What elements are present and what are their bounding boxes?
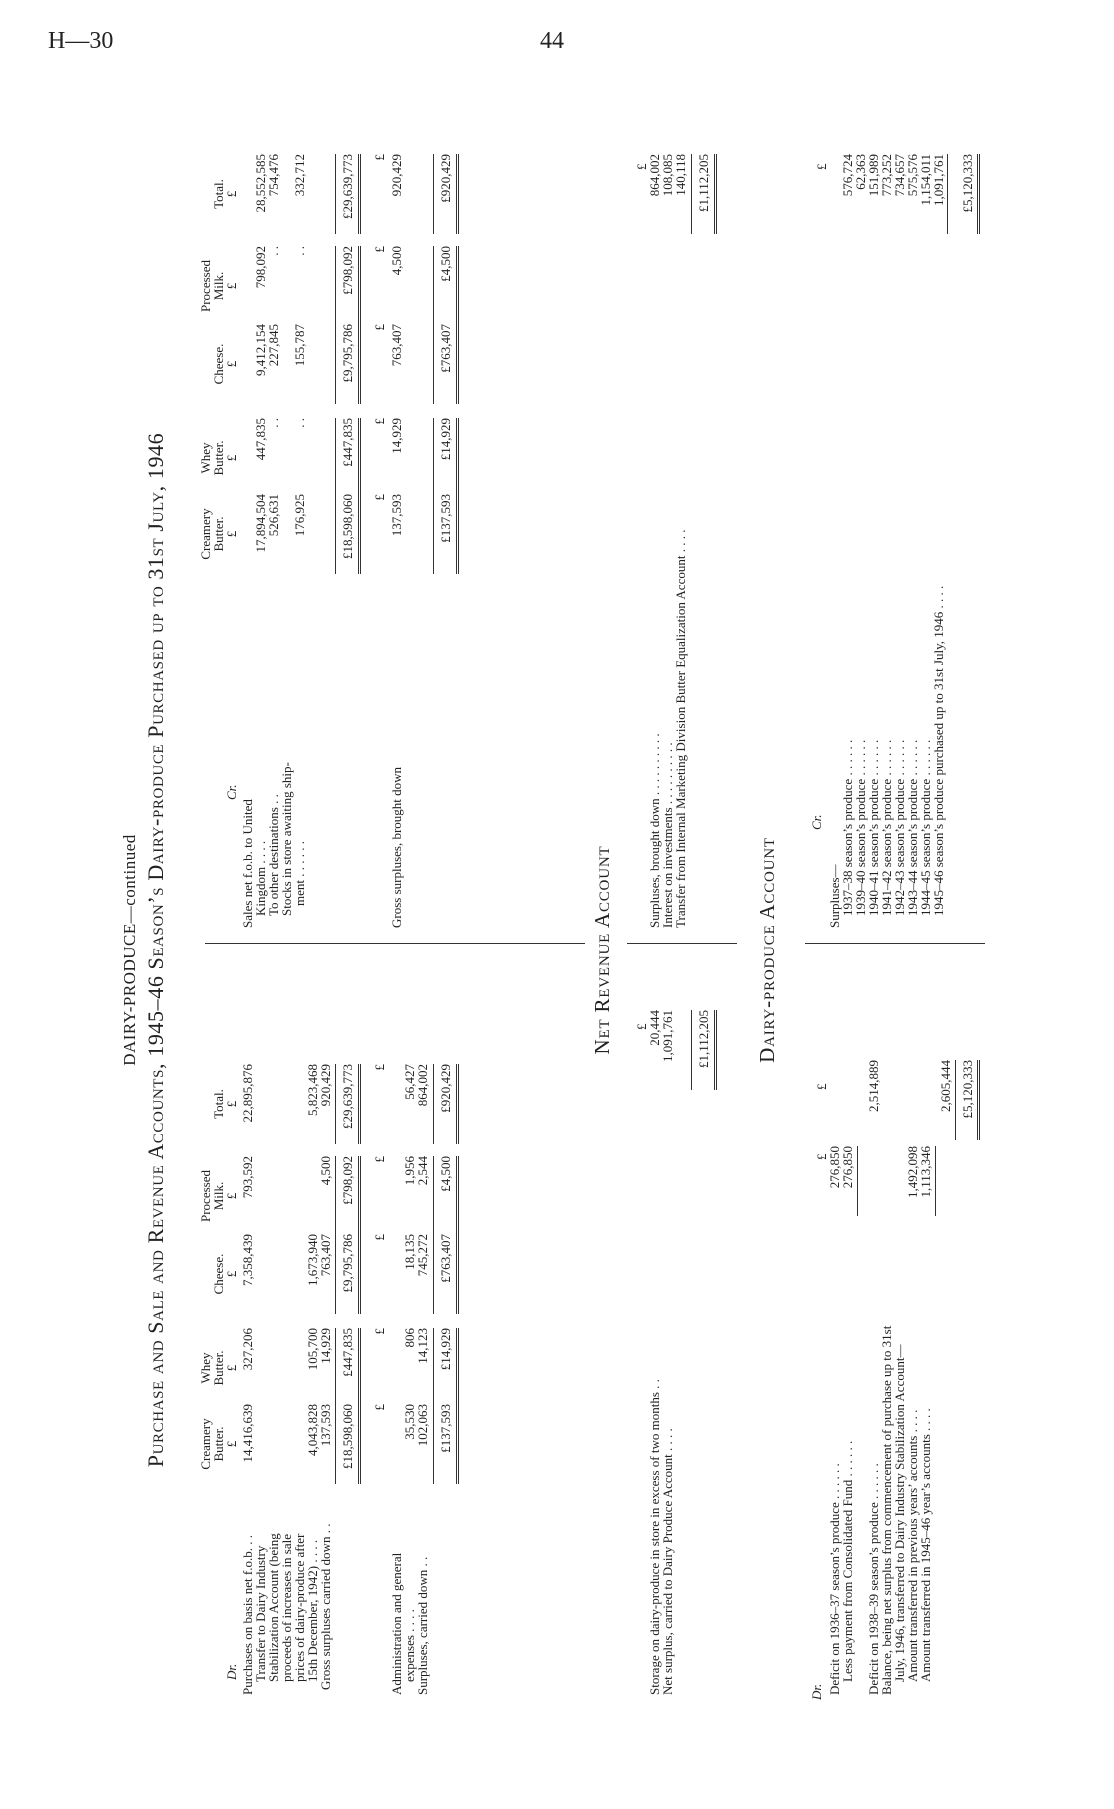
page-code: H—30: [48, 28, 114, 54]
ps-cr-other: . .: [266, 418, 281, 428]
ps-dr-admin: 35,530: [402, 1404, 417, 1440]
column-header-total: [212, 154, 238, 234]
dp-divider: [805, 943, 985, 944]
ps-dr-total-rule: [358, 1328, 361, 1408]
ps-cr-other: . .: [266, 246, 281, 256]
ps-cr-rule: [433, 324, 434, 404]
ps-cr-pound: £: [372, 418, 387, 425]
ps-dr-pound: £: [372, 1064, 387, 1071]
ps-dr-label: expenses . . . .: [402, 1609, 417, 1682]
nr-cr-label: Transfer from Internal Marketing Division Butter Equalization Account . . . .: [673, 529, 688, 928]
ps-dr-total: £763,407: [438, 1234, 453, 1283]
ps-dr-rule: [433, 1156, 434, 1236]
dp-cr-label: 1945–46 season’s produce purchased up to 31st July, 1946 . . . .: [931, 585, 946, 916]
column-header-total: [212, 1064, 238, 1144]
dp-cr-label: 1939–40 season’s produce . . . . . .: [853, 739, 868, 916]
ps-dr-rule: [433, 1404, 434, 1484]
dp-dr-value: 2,605,444: [938, 1060, 953, 1112]
ps-dr-total: £137,593: [438, 1404, 453, 1453]
dp-cr-label: 1937–38 season’s produce . . . . . .: [840, 739, 855, 916]
nr-total-rule: [714, 1010, 717, 1090]
ps-dr-total-rule: [358, 1064, 361, 1144]
ps-dr-pound: £: [372, 1404, 387, 1411]
ps-cr-gross: 920,429: [389, 154, 404, 197]
ps-cr-pound: £: [372, 494, 387, 501]
ps-cr-rule: [433, 246, 434, 326]
dp-pound: £: [814, 1153, 829, 1160]
nr-dr-value: 1,091,761: [660, 1010, 675, 1062]
ps-cr-total: £763,407: [438, 324, 453, 373]
dp-cr-label: Surpluses—: [827, 864, 842, 928]
ps-cr-heading: Cr.: [224, 784, 239, 800]
ps-cr-stocks: . .: [292, 418, 307, 428]
ps-dr-total: £4,500: [438, 1156, 453, 1192]
ps-dr-pound: £: [372, 1156, 387, 1163]
ps-cr-other: 227,845: [266, 324, 281, 367]
ps-cr-total: £920,429: [438, 154, 453, 203]
ps-dr-total-rule: [358, 1234, 361, 1314]
ps-cr-rule: [335, 246, 336, 326]
column-header-processed: [199, 1156, 238, 1236]
ps-dr-admin: 806: [402, 1328, 417, 1348]
nr-rule: [691, 154, 692, 234]
dp-rule: [955, 1060, 956, 1140]
column-header-line: Cheese.: [211, 1253, 226, 1295]
ps-dr-transfer: 1,673,940: [305, 1234, 320, 1286]
nr-pound: £: [634, 1023, 649, 1030]
column-header-line: Whey: [198, 442, 213, 474]
ps-cr-total: £18,598,060: [340, 494, 355, 559]
ps-cr-total-rule: [358, 246, 361, 326]
column-header-line: Processed: [198, 1170, 213, 1222]
ps-dr-total-rule: [456, 1064, 459, 1144]
ps-cr-rule: [433, 154, 434, 234]
ps-cr-sales: 9,412,154: [253, 324, 268, 376]
column-header-line: Butter.: [211, 1426, 226, 1462]
column-header-line: £: [224, 454, 239, 462]
ps-dr-purchases: 327,206: [240, 1328, 255, 1371]
dp-cr-label: 1940–41 season’s produce . . . . . .: [866, 739, 881, 916]
ps-cr-sales: 28,552,585: [253, 154, 268, 213]
column-header-line: £: [224, 282, 239, 290]
dp-dr-value: 276,850: [827, 1146, 842, 1189]
ps-cr-rule: [335, 324, 336, 404]
dp-dr-label: Amount transferred in previous years’ accounts . . . .: [905, 1409, 920, 1682]
ps-cr-pound: £: [372, 154, 387, 161]
ps-cr-total-rule: [358, 154, 361, 234]
dp-dr-label: Deficit on 1936–37 season’s produce . . . . . .: [827, 1463, 842, 1695]
ps-cr-total: £798,092: [340, 246, 355, 295]
dp-dr-value: 2,514,889: [866, 1060, 881, 1112]
column-header-line: Milk.: [211, 1181, 226, 1211]
dp-pound: £: [814, 1083, 829, 1090]
ps-cr-label: Gross surpluses, brought down: [389, 766, 404, 928]
column-header-line: Cheese.: [211, 343, 226, 385]
ps-dr-total-rule: [456, 1234, 459, 1314]
column-header-line: Butter.: [211, 516, 226, 552]
column-header-line: £: [224, 1100, 239, 1108]
dp-cr-value: 62,363: [853, 154, 868, 190]
ps-cr-label: To other destinations . .: [266, 794, 281, 916]
dp-cr-value: 734,657: [892, 154, 907, 197]
ps-dr-purchases: 793,592: [240, 1156, 255, 1199]
ps-dr-admin: 56,427: [402, 1064, 417, 1100]
ps-dr-purchases: 7,358,439: [240, 1234, 255, 1286]
ps-dr-rule: [335, 1156, 336, 1236]
dp-dr-label: July, 1946, transferred to Dairy Industry Stabilization Account—: [892, 1344, 907, 1682]
ps-dr-admin: 18,135: [402, 1234, 417, 1270]
ps-dr-total: £14,929: [438, 1328, 453, 1371]
ps-cr-rule: [335, 494, 336, 574]
dp-dr-value: 1,113,346: [918, 1146, 933, 1198]
ps-divider: [205, 943, 585, 944]
nr-dr-label: Net surplus, carried to Dairy Produce Account . . . .: [660, 1428, 675, 1695]
ps-cr-label: Stocks in store awaiting ship-: [279, 762, 294, 916]
dp-cr-label: 1943–44 season’s produce . . . . . .: [905, 739, 920, 916]
ps-dr-total-rule: [456, 1156, 459, 1236]
ps-dr-surplus: 745,272: [415, 1234, 430, 1277]
dp-cr-value: 575,576: [905, 154, 920, 197]
dp-dr-heading: Dr.: [809, 1683, 824, 1700]
ps-dr-total: £9,795,786: [340, 1234, 355, 1293]
ps-dr-rule: [335, 1234, 336, 1314]
column-header-line: Whey: [198, 1352, 213, 1384]
ps-cr-other: 754,476: [266, 154, 281, 197]
dp-dr-label: Less payment from Consolidated Fund . . . . . .: [840, 1440, 855, 1682]
ps-cr-stocks: 155,787: [292, 324, 307, 367]
purchase-sale-title: Purchase and Sale and Revenue Accounts, 1945–46 Season’s Dairy-produce Purchased up to 31st July, 1946: [143, 432, 168, 1468]
ps-cr-total-rule: [456, 418, 459, 498]
dp-cr-value: 773,252: [879, 154, 894, 197]
dp-cr-value: 576,724: [840, 154, 855, 197]
nr-pound: £: [634, 163, 649, 170]
column-header-line: Milk.: [211, 271, 226, 301]
ps-cr-total-rule: [456, 324, 459, 404]
ps-dr-surplus: 14,123: [415, 1328, 430, 1364]
dp-rule: [857, 1146, 858, 1216]
dp-rule: [947, 154, 948, 234]
dp-cr-label: 1944–45 season’s produce . . . . . .: [918, 739, 933, 916]
ps-dr-total: £447,835: [340, 1328, 355, 1377]
ps-dr-surplus: 864,002: [415, 1064, 430, 1107]
column-header-line: Total.: [211, 1089, 226, 1119]
ps-dr-total: £920,429: [438, 1064, 453, 1113]
ps-dr-gross-surplus: 14,929: [318, 1328, 333, 1364]
ps-dr-purchases: 22,895,876: [240, 1064, 255, 1123]
ps-cr-label: ment . . . . . .: [292, 841, 307, 906]
column-header-line: Butter.: [211, 1350, 226, 1386]
ps-cr-total: £447,835: [340, 418, 355, 467]
ps-dr-label: prices of dairy-produce after: [292, 1533, 307, 1682]
dp-cr-value: 151,989: [866, 154, 881, 197]
dp-dr-value: 276,850: [840, 1146, 855, 1189]
ps-dr-label: Surpluses, carried down . .: [415, 1556, 430, 1695]
net-revenue-title: Net Revenue Account: [590, 845, 614, 1055]
dp-pound: £: [814, 163, 829, 170]
ps-cr-gross: 4,500: [389, 246, 404, 276]
column-header-line: Butter.: [211, 440, 226, 476]
ps-dr-pound: £: [372, 1234, 387, 1241]
nr-cr-label: Surpluses, brought down . . . . . . . . . .: [647, 733, 662, 928]
column-header-line: £: [224, 530, 239, 538]
dp-dr-label: Deficit on 1938–39 season’s produce . . . . . .: [866, 1463, 881, 1695]
column-header-processed: [199, 246, 238, 326]
ps-cr-total-rule: [358, 418, 361, 498]
ps-dr-surplus: 2,544: [415, 1156, 430, 1186]
ps-dr-label: Purchases on basis net f.o.b. . .: [240, 1535, 255, 1695]
ps-cr-gross: 763,407: [389, 324, 404, 367]
ps-dr-transfer: 105,700: [305, 1328, 320, 1371]
ps-dr-total-rule: [456, 1328, 459, 1408]
ps-dr-total-rule: [456, 1404, 459, 1484]
ps-dr-purchases: 14,416,639: [240, 1404, 255, 1463]
ps-dr-total: £798,092: [340, 1156, 355, 1205]
dp-dr-total: £5,120,333: [960, 1060, 975, 1119]
nr-cr-value: 864,002: [647, 154, 662, 197]
ps-dr-transfer: 5,823,468: [305, 1064, 320, 1116]
ps-dr-total-rule: [358, 1404, 361, 1484]
column-header-creamery: [199, 1404, 238, 1484]
dp-cr-label: 1941–42 season’s produce . . . . . .: [879, 739, 894, 916]
nr-cr-value: 140,118: [673, 154, 688, 196]
ps-cr-pound: £: [372, 246, 387, 253]
ps-cr-total: £29,639,773: [340, 154, 355, 219]
column-header-line: £: [224, 1192, 239, 1200]
ps-dr-total: £29,639,773: [340, 1064, 355, 1129]
ps-dr-label: proceeds of increases in sale: [279, 1534, 294, 1682]
ps-cr-total: £9,795,786: [340, 324, 355, 383]
ps-cr-sales: 447,835: [253, 418, 268, 461]
ps-cr-total: £4,500: [438, 246, 453, 282]
ps-cr-rule: [335, 418, 336, 498]
dp-cr-value: 1,154,011: [918, 154, 933, 206]
nr-cr-total: £1,112,205: [696, 154, 711, 213]
ps-dr-label: 15th December, 1942) . . . .: [305, 1539, 320, 1682]
ps-dr-gross-surplus: 137,593: [318, 1404, 333, 1447]
ps-dr-surplus: 102,063: [415, 1404, 430, 1447]
dp-dr-value: 1,492,098: [905, 1146, 920, 1198]
column-header-whey: [199, 418, 238, 498]
ps-dr-label: Transfer to Dairy Industry: [253, 1545, 268, 1682]
dp-dr-label: Balance, being net surplus from commencement of purchase up to 31st: [879, 1325, 894, 1695]
column-header-line: Creamery: [198, 1418, 213, 1470]
ps-cr-rule: [335, 154, 336, 234]
ps-dr-label: Gross surpluses carried down . .: [318, 1523, 333, 1690]
ps-cr-gross: 137,593: [389, 494, 404, 537]
ps-cr-other: 526,631: [266, 494, 281, 537]
rotated-page-content: [115, 110, 1114, 1790]
ps-dr-transfer: 4,043,828: [305, 1404, 320, 1456]
ps-dr-gross-surplus: 763,407: [318, 1234, 333, 1277]
nr-dr-total: £1,112,205: [696, 1010, 711, 1069]
ps-dr-rule: [335, 1064, 336, 1144]
ps-cr-rule: [433, 418, 434, 498]
ps-cr-total-rule: [456, 246, 459, 326]
ps-dr-heading: Dr.: [224, 1663, 239, 1680]
ps-cr-sales: 798,092: [253, 246, 268, 289]
nr-dr-label: Storage on dairy-produce in store in excess of two months . .: [647, 1379, 662, 1695]
ps-dr-label: Stabilization Account (being: [266, 1533, 281, 1682]
nr-cr-value: 108,085: [660, 154, 675, 197]
ps-dr-pound: £: [372, 1328, 387, 1335]
ps-dr-rule: [433, 1328, 434, 1408]
column-header-whey: [199, 1328, 238, 1408]
column-header-creamery: [199, 494, 238, 574]
page-title: DAIRY-PRODUCE—continued: [120, 834, 139, 1066]
ps-dr-gross-surplus: 920,429: [318, 1064, 333, 1107]
ps-cr-label: Sales net f.o.b. to United: [240, 799, 255, 928]
column-header-line: Processed: [198, 260, 213, 312]
nr-cr-label: Interest on investments . . . . . . . . . .: [660, 742, 675, 928]
dp-cr-label: 1942–43 season’s produce . . . . . .: [892, 739, 907, 916]
dp-total-rule: [977, 154, 980, 234]
ps-dr-gross-surplus: 4,500: [318, 1156, 333, 1186]
nr-total-rule: [714, 154, 717, 234]
ps-cr-total-rule: [358, 324, 361, 404]
dp-total-rule: [977, 1060, 980, 1140]
column-header-line: £: [224, 1270, 239, 1278]
column-header-line: £: [224, 190, 239, 198]
dp-cr-total: £5,120,333: [960, 154, 975, 213]
ps-dr-rule: [433, 1234, 434, 1314]
ps-cr-pound: £: [372, 324, 387, 331]
dp-dr-label: Amount transferred in 1945–46 year’s accounts . . . .: [918, 1408, 933, 1682]
column-header-line: £: [224, 1364, 239, 1372]
ps-cr-total-rule: [456, 154, 459, 234]
ps-cr-total-rule: [456, 494, 459, 574]
page-number: 44: [540, 28, 564, 54]
nr-dr-value: 20,444: [647, 1010, 662, 1046]
column-header-line: Total.: [211, 179, 226, 209]
ps-cr-stocks: 176,925: [292, 494, 307, 537]
ps-dr-rule: [335, 1328, 336, 1408]
ps-cr-stocks: 332,712: [292, 154, 307, 197]
dp-rule: [935, 1146, 936, 1216]
dp-cr-heading: Cr.: [809, 814, 824, 830]
column-header-line: £: [224, 1440, 239, 1448]
column-header-line: £: [224, 360, 239, 368]
ps-dr-admin: 1,956: [402, 1156, 417, 1186]
ps-cr-label: Kingdom . . . .: [253, 840, 268, 916]
ps-dr-total-rule: [358, 1156, 361, 1236]
column-header-cheese: [212, 1234, 238, 1314]
ps-dr-total: £18,598,060: [340, 1404, 355, 1469]
ps-dr-rule: [335, 1404, 336, 1484]
nr-divider: [627, 943, 737, 944]
dp-cr-value: 1,091,761: [931, 154, 946, 206]
ps-cr-total: £137,593: [438, 494, 453, 543]
ps-cr-stocks: . .: [292, 246, 307, 256]
ps-cr-sales: 17,894,504: [253, 494, 268, 553]
ps-dr-rule: [433, 1064, 434, 1144]
nr-rule: [691, 1010, 692, 1090]
ps-dr-label: Administration and general: [389, 1552, 404, 1695]
ps-cr-gross: 14,929: [389, 418, 404, 454]
ps-cr-rule: [433, 494, 434, 574]
ps-cr-total-rule: [358, 494, 361, 574]
column-header-line: Creamery: [198, 508, 213, 560]
column-header-cheese: [212, 324, 238, 404]
dairy-produce-title: Dairy-produce Account: [755, 837, 779, 1063]
ps-cr-total: £14,929: [438, 418, 453, 461]
